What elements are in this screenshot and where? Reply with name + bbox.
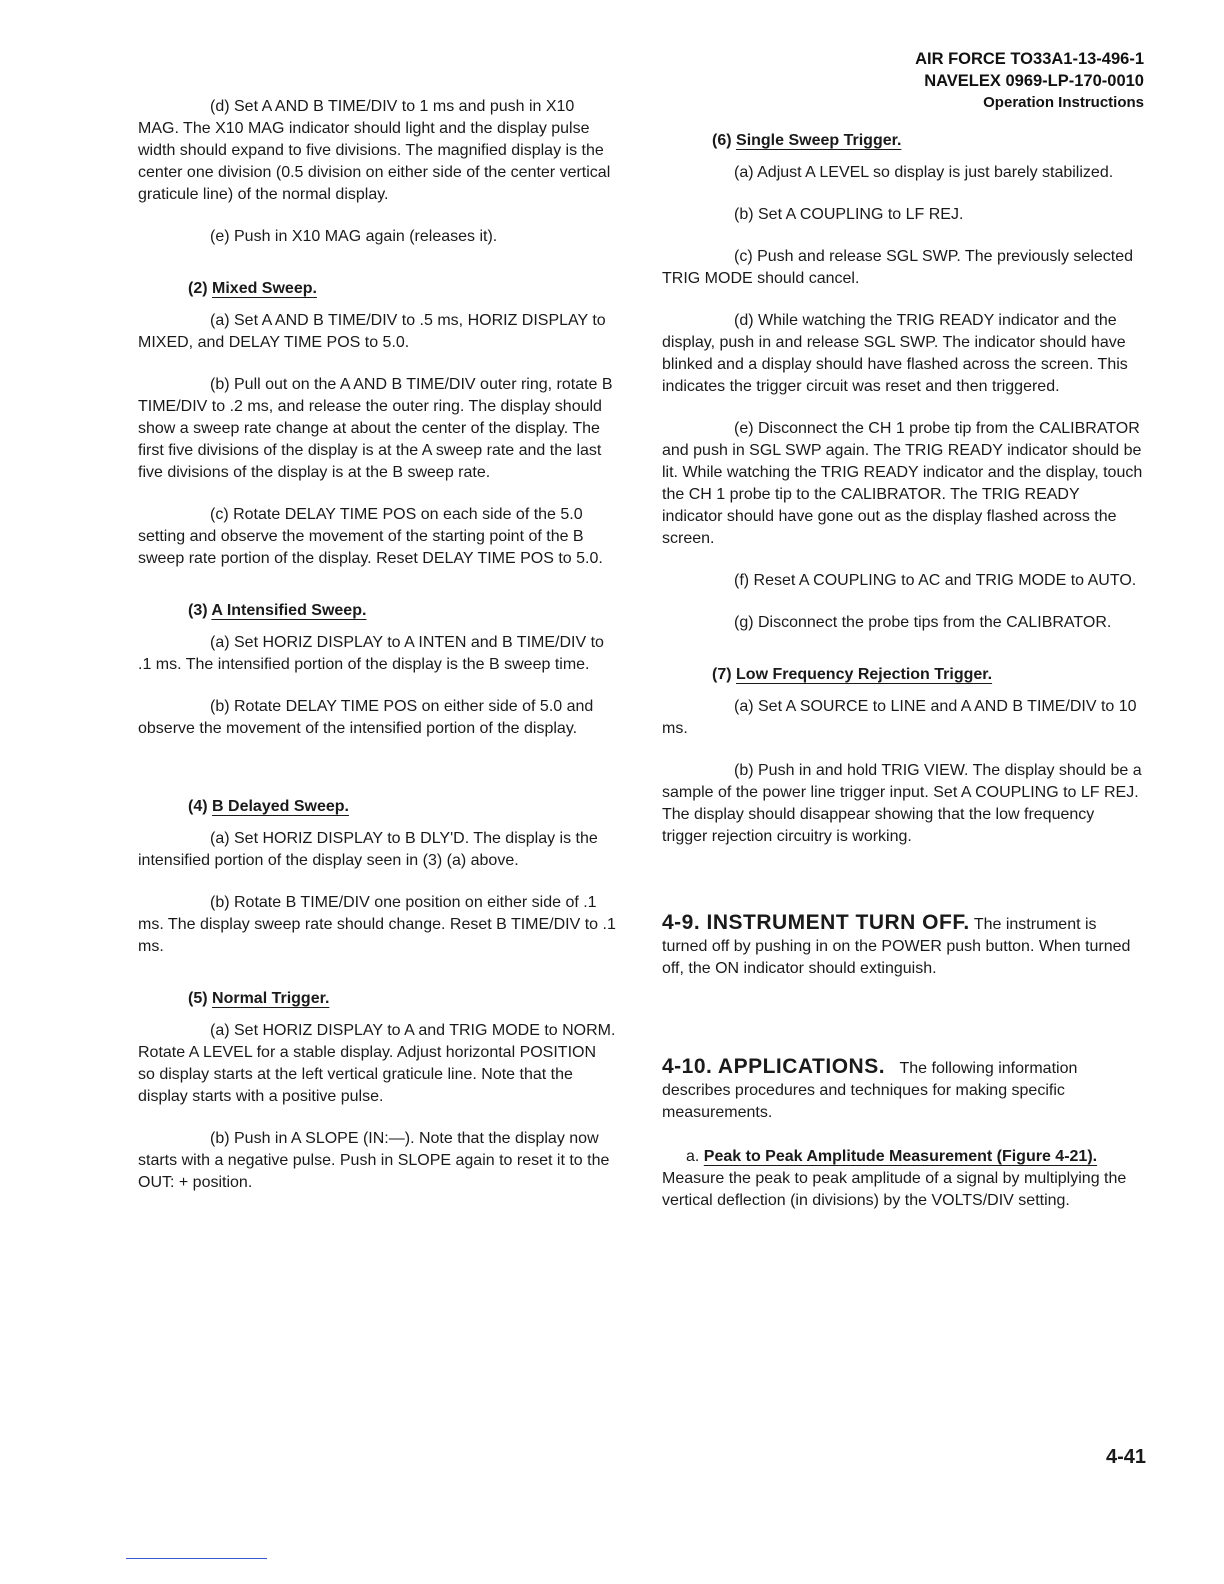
left-column (138, 96, 616, 1214)
heading-normal-trigger: (5) Normal Trigger. (188, 990, 330, 1007)
heading-low-frequency-rejection: (7) Low Frequency Rejection Trigger. (712, 666, 993, 683)
header-line-2: NAVELEX 0969-LP-170-0010 (924, 72, 1144, 90)
step-6a: (a) Adjust A LEVEL so display is just barely stabilized. (734, 164, 1114, 181)
section-4-9-title: 4-9. INSTRUMENT TURN OFF. (662, 911, 970, 934)
step-4a: (a) Set HORIZ DISPLAY to B DLY'D. The display is the intensified portion of the display seen in (3) (a) above. (138, 830, 598, 869)
header-line-3: Operation Instructions (983, 94, 1144, 111)
step-4b: (b) Rotate B TIME/DIV one position on either side of .1 ms. The display sweep rate should change. Reset B TIME/DIV to .1 ms. (138, 894, 616, 955)
heading-b-delayed-sweep: (4) B Delayed Sweep. (188, 798, 349, 815)
step-1e: (e) Push in X10 MAG again (releases it). (210, 228, 498, 245)
step-7b: (b) Push in and hold TRIG VIEW. The display should be a sample of the power line trigger input. Set A COUPLING to LF REJ. The display should disappear showing that the low frequency trigger rejection circuitry is working. (662, 762, 1142, 845)
subsection-a-title: Peak to Peak Amplitude Measurement (Figure 4-21). (703, 1148, 1098, 1165)
heading-single-sweep-trigger: (6) Single Sweep Trigger. (712, 132, 902, 149)
heading-a-intensified-sweep: (3) A Intensified Sweep. (188, 602, 367, 619)
step-5b: (b) Push in A SLOPE (IN:—). Note that the display now starts with a negative pulse. Push in SLOPE again to reset it to the OUT: + position. (138, 1130, 610, 1191)
page-header (915, 48, 1144, 114)
section-4-9-text: The instrument is turned off by pushing in on the POWER push button. When turned off, the ON indicator should extinguish. (662, 916, 1131, 977)
subsection-a: a. Peak to Peak Amplitude Measurement (Figure 4-21). Measure the peak to peak amplitude of a signal by multiplying the vertical deflection (in divisions) by the VOLTS/DIV setting. (662, 1148, 1127, 1209)
section-4-10 (662, 1056, 1144, 1124)
step-2c: (c) Rotate DELAY TIME POS on each side of the 5.0 setting and observe the movement of the starting point of the B sweep rate portion of the display. Reset DELAY TIME POS to 5.0. (138, 506, 603, 567)
step-6g: (g) Disconnect the probe tips from the CALIBRATOR. (734, 614, 1112, 631)
footer-rule (126, 1558, 267, 1559)
step-6e: (e) Disconnect the CH 1 probe tip from the CALIBRATOR and push in SGL SWP again. The TRIG READY indicator should be lit. While watching the TRIG READY indicator and the display, touch the CH 1 probe tip to the CALIBRATOR. The TRIG READY indicator should have gone out as the display flashed across the screen. (662, 420, 1143, 547)
step-2a: (a) Set A AND B TIME/DIV to .5 ms, HORIZ DISPLAY to MIXED, and DELAY TIME POS to 5.0. (138, 312, 606, 351)
section-4-10-title: 4-10. APPLICATIONS. (662, 1055, 886, 1078)
step-6c: (c) Push and release SGL SWP. The previously selected TRIG MODE should cancel. (662, 248, 1134, 287)
step-1d: (d) Set A AND B TIME/DIV to 1 ms and push in X10 MAG. The X10 MAG indicator should light and the display pulse width should expand to five divisions. The magnified display is the center one division (0.5 division on either side of the center vertical graticule line) of the normal display. (138, 98, 611, 203)
step-7a: (a) Set A SOURCE to LINE and A AND B TIME/DIV to 10 ms. (662, 698, 1137, 737)
heading-mixed-sweep: (2) Mixed Sweep. (188, 280, 317, 297)
step-3b: (b) Rotate DELAY TIME POS on either side of 5.0 and observe the movement of the intensified portion of the display. (138, 698, 594, 737)
page-number: 4-41 (1105, 1446, 1146, 1468)
section-4-9 (662, 912, 1144, 980)
step-5a: (a) Set HORIZ DISPLAY to A and TRIG MODE to NORM. Rotate A LEVEL for a stable display. Adjust horizontal POSITION so display starts at the left vertical graticule line. Note that the display starts with a positive pulse. (138, 1022, 616, 1105)
header-line-1: AIR FORCE TO33A1-13-496-1 (915, 50, 1144, 68)
step-6b: (b) Set A COUPLING to LF REJ. (734, 206, 964, 223)
step-2b: (b) Pull out on the A AND B TIME/DIV outer ring, rotate B TIME/DIV to .2 ms, and release the outer ring. The display should show a sweep rate change at about the center of the display. The first five divisions of the display is at the A sweep rate and the last five divisions of the display is at the B sweep rate. (138, 376, 613, 481)
step-6f: (f) Reset A COUPLING to AC and TRIG MODE to AUTO. (734, 572, 1137, 589)
step-3a: (a) Set HORIZ DISPLAY to A INTEN and B TIME/DIV to .1 ms. The intensified portion of the display is the B sweep time. (138, 634, 604, 673)
right-column (662, 130, 1144, 1232)
step-6d: (d) While watching the TRIG READY indicator and the display, push in and release SGL SWP. The indicator should have blinked and a display should have flashed across the screen. This indicates the trigger circuit was reset and then triggered. (662, 312, 1128, 395)
section-4-10-text: The following information describes procedures and techniques for making specific measurements. (662, 1060, 1078, 1121)
subsection-a-text: Measure the peak to peak amplitude of a signal by multiplying the vertical deflection (in divisions) by the VOLTS/DIV setting. (662, 1170, 1127, 1209)
